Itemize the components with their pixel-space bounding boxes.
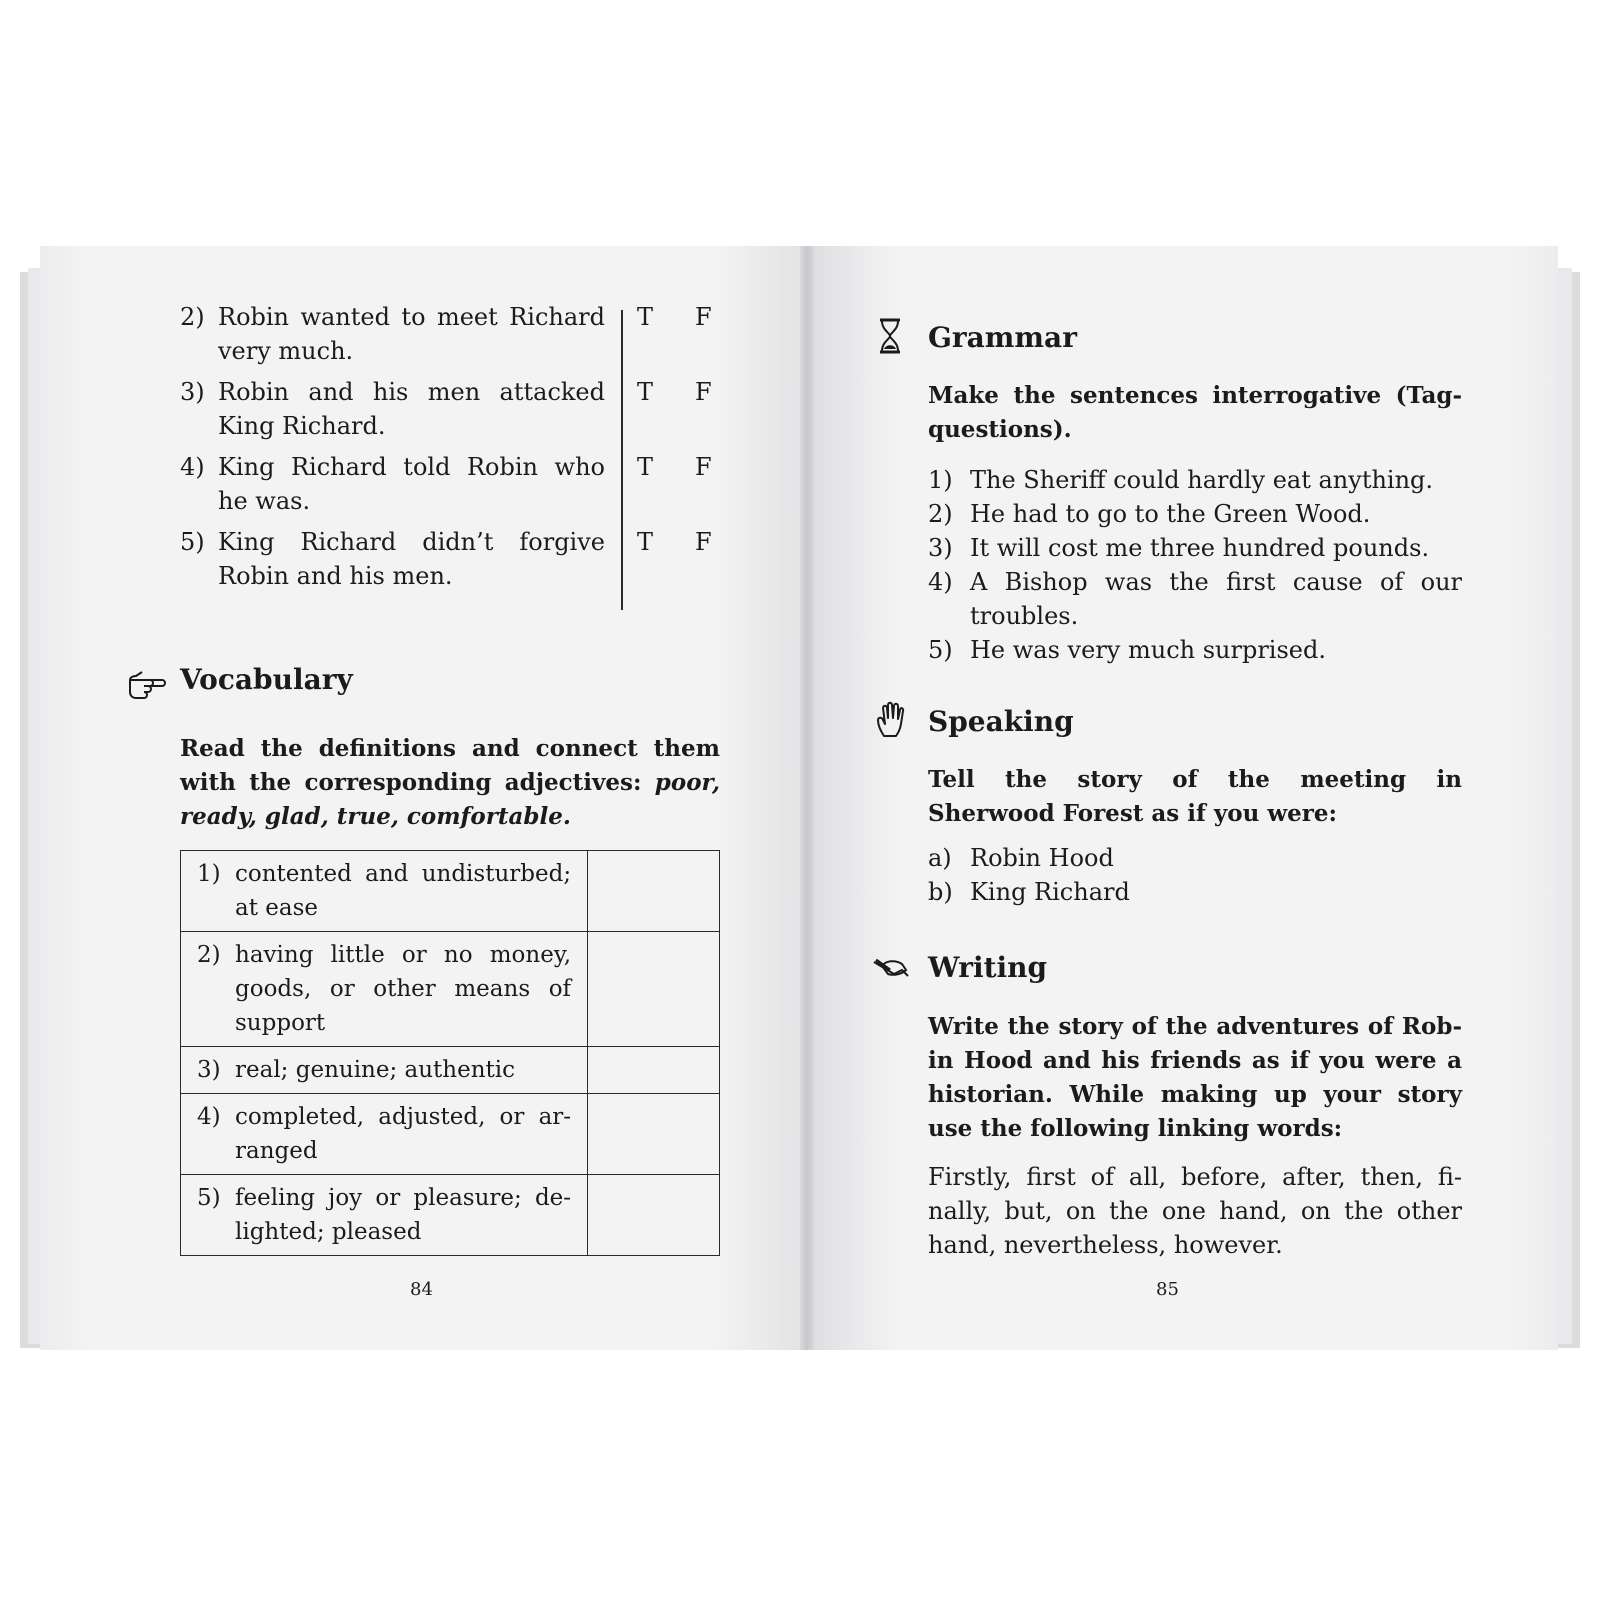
tf-item	[180, 375, 605, 443]
raised-hand-icon	[872, 700, 912, 740]
definition-text: completed, adjusted, or ar-ranged	[235, 1104, 572, 1164]
answer-cell[interactable]	[588, 1047, 720, 1094]
false-option[interactable]: F	[695, 528, 712, 556]
answer-cell[interactable]	[588, 851, 720, 932]
tf-item-line2: King Richard.	[218, 412, 386, 440]
true-option[interactable]: T	[637, 528, 654, 556]
tf-item-number: 3)	[180, 378, 205, 406]
tf-item	[180, 300, 605, 368]
item-text: A Bishop was the first cause of our troubles.	[970, 568, 1462, 630]
tf-item-number: 4)	[180, 453, 205, 481]
tf-item-line1: King Richard told Robin who	[218, 453, 605, 481]
item-number: 4)	[928, 568, 953, 596]
vocabulary-adjectives: poor, ready, glad, true, comfortable.	[180, 769, 720, 830]
list-item	[928, 633, 1462, 667]
table-row	[181, 851, 720, 932]
writing-hand-icon	[872, 948, 912, 988]
list-item	[928, 875, 1462, 909]
page-number-right: 85	[1156, 1279, 1179, 1300]
tf-divider	[621, 310, 623, 610]
answer-cell[interactable]	[588, 1094, 720, 1175]
item-letter: b)	[928, 878, 953, 906]
tf-item-line2: he was.	[218, 487, 311, 515]
vocabulary-table	[180, 850, 720, 1256]
definition-cell	[181, 851, 588, 932]
table-row	[181, 1047, 720, 1094]
page-number-left: 84	[410, 1279, 433, 1300]
item-text: The Sheriff could hardly eat anything.	[970, 466, 1434, 494]
vocabulary-heading: Vocabulary	[180, 663, 353, 696]
answer-cell[interactable]	[588, 1175, 720, 1256]
false-option[interactable]: F	[695, 378, 712, 406]
item-number: 2)	[928, 500, 953, 528]
table-row	[181, 932, 720, 1047]
answer-cell[interactable]	[588, 932, 720, 1047]
tf-item-line1: King Richard didn’t forgive	[218, 528, 605, 556]
tf-item	[180, 450, 605, 518]
item-number: 5)	[928, 636, 953, 664]
definition-cell	[181, 1175, 588, 1256]
item-text: It will cost me three hundred pounds.	[970, 534, 1430, 562]
list-item	[928, 531, 1462, 565]
tf-item-line2: Robin and his men.	[218, 562, 453, 590]
list-item	[928, 497, 1462, 531]
table-row	[181, 1094, 720, 1175]
item-text: Robin Hood	[970, 844, 1114, 872]
speaking-instruction: Tell the story of the meeting in Sherwood Forest as if you were:	[928, 766, 1462, 827]
definition-text: real; genuine; authentic	[235, 1057, 516, 1083]
tf-item-line2: very much.	[218, 337, 354, 365]
row-number: 1)	[197, 861, 221, 887]
linking-words: Firstly, first of all, before, after, then, fi-nally, but, on the one hand, on the other hand, nevertheless, however.	[928, 1163, 1462, 1259]
hourglass-icon	[870, 316, 910, 356]
true-option[interactable]: T	[637, 453, 654, 481]
speaking-heading: Speaking	[928, 705, 1074, 738]
false-option[interactable]: F	[695, 303, 712, 331]
item-letter: a)	[928, 844, 952, 872]
tf-item-line1: Robin and his men attacked	[218, 378, 605, 406]
definition-cell	[181, 1094, 588, 1175]
grammar-instruction: Make the sentences interrogative (Tag-questions).	[928, 382, 1462, 443]
tf-item-line1: Robin wanted to meet Richard	[218, 303, 605, 331]
item-number: 1)	[928, 466, 953, 494]
vocabulary-instruction	[180, 732, 720, 834]
grammar-heading: Grammar	[928, 321, 1077, 354]
row-number: 5)	[197, 1185, 221, 1211]
writing-instruction: Write the story of the adventures of Rob-in Hood and his friends as if you were a historian. While making up your story use the following linking words:	[928, 1013, 1462, 1142]
definition-text: feeling joy or pleasure; de-lighted; pleased	[235, 1185, 572, 1245]
tf-item-number: 2)	[180, 303, 205, 331]
item-number: 3)	[928, 534, 953, 562]
item-text: King Richard	[970, 878, 1130, 906]
vocabulary-instruction-text: Read the definitions and connect them with the corresponding adjectives:	[180, 735, 720, 796]
definition-cell	[181, 932, 588, 1047]
false-option[interactable]: F	[695, 453, 712, 481]
row-number: 3)	[197, 1057, 221, 1083]
item-text: He was very much surprised.	[970, 636, 1326, 664]
writing-heading: Writing	[928, 951, 1048, 984]
definition-text: contented and undisturbed; at ease	[235, 861, 572, 921]
list-item	[928, 463, 1462, 497]
table-row	[181, 1175, 720, 1256]
book-spine	[800, 246, 814, 1350]
list-item	[928, 841, 1462, 875]
row-number: 4)	[197, 1104, 221, 1130]
definition-cell	[181, 1047, 588, 1094]
definition-text: having little or no money, goods, or other means of support	[235, 942, 572, 1036]
list-item	[928, 565, 1462, 633]
pointing-hand-icon	[126, 664, 166, 704]
tf-item-number: 5)	[180, 528, 205, 556]
true-option[interactable]: T	[637, 378, 654, 406]
row-number: 2)	[197, 942, 221, 968]
true-option[interactable]: T	[637, 303, 654, 331]
item-text: He had to go to the Green Wood.	[970, 500, 1371, 528]
tf-item	[180, 525, 605, 593]
